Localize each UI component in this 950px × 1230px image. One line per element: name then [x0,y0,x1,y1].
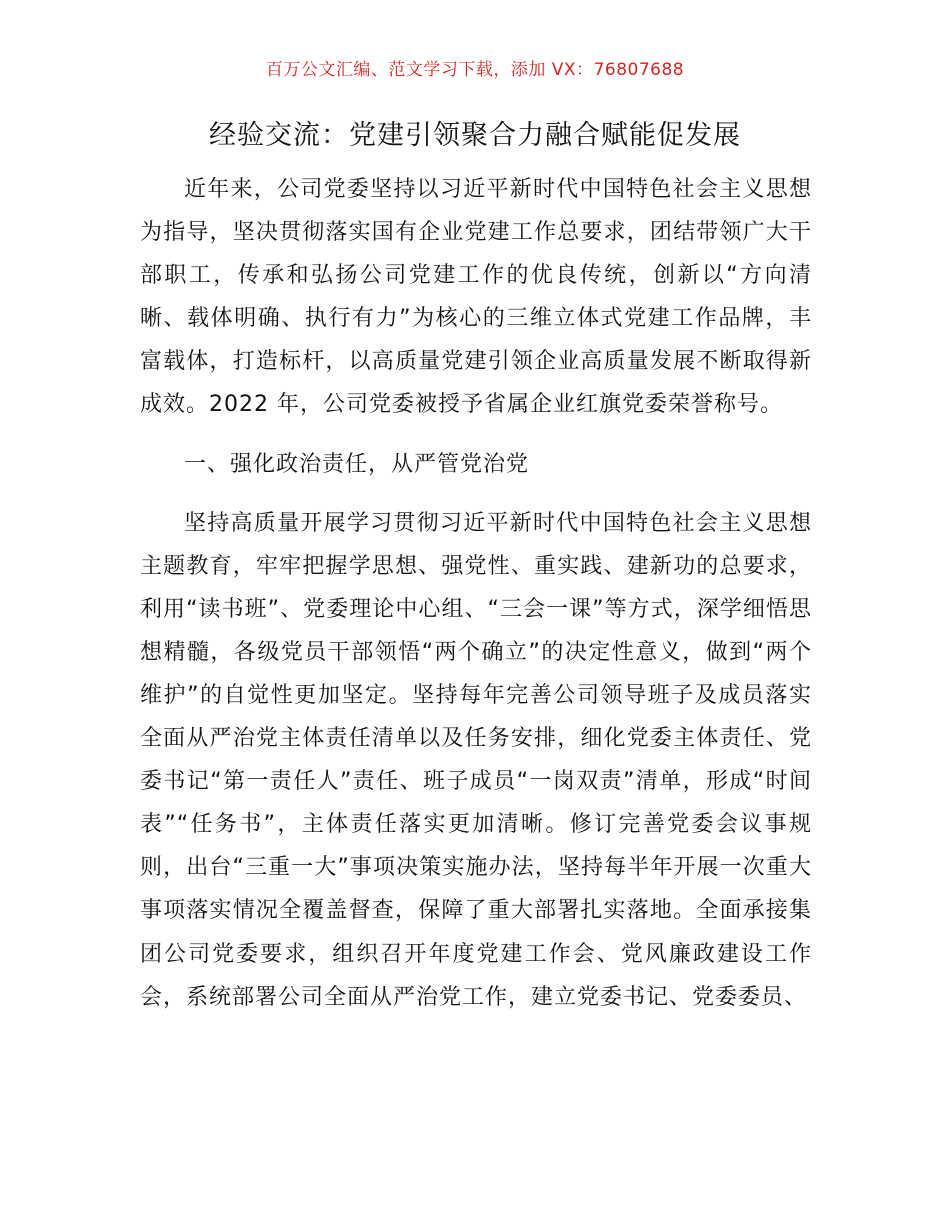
section-heading-1: 一、强化政治责任，从严管党治党 [184,451,530,477]
document-title: 经验交流：党建引领聚合力融合赋能促发展 [209,120,741,151]
paragraph-section-1: 坚持高质量开展学习贯彻习近平新时代中国特色社会主义思想主题教育，牢牢把握学思想、强党性、重实践、建新功的总要求，利用“读书班”、党委理论中心组、“三会一课”等方式，深学细悟思想精髓，各级党员干部领悟“两个确立”的决定性意义，做到“两个维护”的自觉性更加坚定。坚持每年完善公司领导班子及成员落实全面从严治党主体责任清单以及任务安排，细化党委主体责任、党委书记“第一责任人”责任、班子成员“一岗双责”清单，形成“时间表”“任务书”，主体责任落实更加清晰。修订完善党委会议事规则，出台“三重一大”事项决策实施办法，坚持每半年开展一次重大事项落实情况全覆盖督查，保障了重大部署扎实落地。全面承接集团公司党委要求，组织召开年度党建工作会、党风廉政建设工作会，系统部署公司全面从严治党工作，建立党委书记、党委委员、 [140,510,812,1010]
document-body [140,168,812,1019]
paragraph-intro: 近年来，公司党委坚持以习近平新时代中国特色社会主义思想为指导，坚决贯彻落实国有企业党建工作总要求，团结带领广大干部职工，传承和弘扬公司党建工作的优良传统，创新以“方向清晰、载体明确、执行有力”为核心的三维立体式党建工作品牌，丰富载体，打造标杆，以高质量党建引领企业高质量发展不断取得新成效。2022 年，公司党委被授予省属企业红旗党委荣誉称号。 [140,177,812,418]
watermark-header: 百万公文汇编、范文学习下载，添加 VX：76807688 [265,60,685,80]
